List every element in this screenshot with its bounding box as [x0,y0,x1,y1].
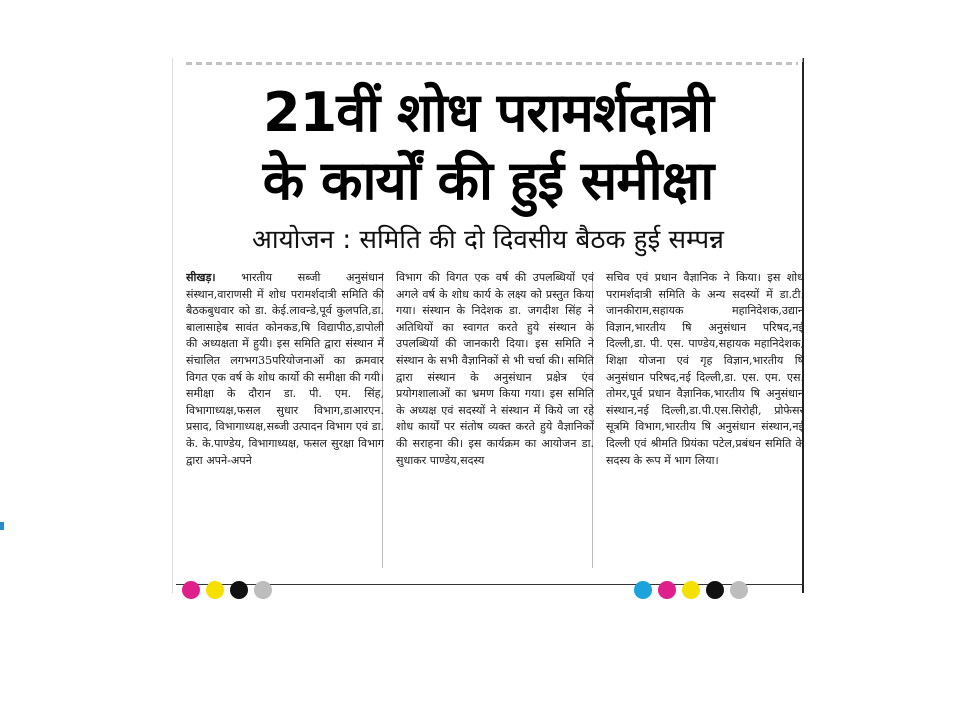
top-tick-mark [802,58,803,62]
article-body [182,270,802,570]
magenta-dot [182,581,200,599]
headline-line-2: के कार्यों की हुई समीक्षा [262,149,714,212]
color-registration-marks-left [182,590,278,600]
color-registration-marks-right [634,590,754,600]
article-column-3-text: सचिव एवं प्रधान वैज्ञानिक ने किया। इस शोध परामर्शदात्री समिति के अन्य सदस्यों में डा.टी. जानकीराम,सहायक महानिदेशक,उद्यान विज्ञान,भारतीय षि अनुसंधान परिषद,नई दिल्ली,डा. पी. एस. पाण्डेय,सहायक महानिदेशक, शिक्षा योजना एवं गृह विज्ञान,भारतीय षि अनुसंधान परिषद,नई दिल्ली,डा. एस. एम. एस. तोमर,पूर्व प्रधान वैज्ञानिक,भारतीय षि अनुसंधान संस्थान,नई दिल्ली,डा.पी.एस.सिरोही, प्रोफेसर सूत्रमि विभाग,भारतीय षि अनुसंधान संस्थान,नई दिल्ली एवं श्रीमति प्रियंका पटेल,प्रबंधन समिति के सदस्य के रूप में भाग लिया। [606,271,804,467]
article-column-3 [606,270,804,570]
yellow-dot [682,581,700,599]
article-column-1 [186,270,384,570]
black-dot [706,581,724,599]
article-column-2 [396,270,594,570]
magenta-dot [658,581,676,599]
subheadline: आयोजन : समिति की दो दिवसीय बैठक हुई सम्पन्न [252,225,724,255]
top-header-strip [186,62,798,65]
black-dot [230,581,248,599]
article-column-1-text: भारतीय सब्जी अनुसंधान संस्थान,वाराणसी में शोध परामर्शदात्री समिति की बैठकबुधवार को डा. केई.लावन्डे,पूर्व कुलपति,डा. बालासाहेब सावंत कोनकड,षि विद्यापीठ,डापोली की अध्यक्षता में हुयी। इस समिति द्वारा संस्थान में संचालित लगभग35परियोजनाओं का क्रमवार विगत एक वर्ष के शोध कार्यो की समीक्षा की गयी। समीक्षा के दौरान डा. पी. एम. सिंह, विभागाध्यक्ष,फसल सुधार विभाग,डाआरएन. प्रसाद, विभागाध्यक्ष,सब्जी उत्पादन विभाग एवं डा. के. के.पाण्डेय, विभागाध्यक्ष, फसल सुरक्षा विभाग द्वारा अपने-अपने [186,271,384,467]
dateline: सीखड़। [186,271,216,284]
headline-line-1: 21वीं शोध परामर्शदात्री [263,81,713,144]
gray-dot [254,581,272,599]
newspaper-clipping [172,58,804,593]
yellow-dot [206,581,224,599]
gray-dot [730,581,748,599]
article-column-2-text: विभाग की विगत एक वर्ष की उपलब्धियों एवं अगले वर्ष के शोध कार्य के लक्ष्य को प्रस्तुत किया गया। संस्थान के निदेशक डा. जगदीश सिंह ने अतिथियों का स्वागत करते हुये संस्थान के उपलब्धियों की जानकारी दिया। इस समिति ने संस्थान के सभी वैज्ञानिकों से भी चर्चा की। समिति द्वारा संस्थान के अनुसंधान प्रक्षेत्र एंव प्रयोगशालाओं का भ्रमण किया गया। इस समिति के अध्यक्ष एवं सदस्यों ने संस्थान में किये जा रहे शोध कार्यों पर संतोष व्यक्त करते हुये वैज्ञानिकों की सराहना की। इस कार्यक्रम का आयोजन डा. सुधाकर पाण्डेय,सदस्य [396,271,594,467]
cyan-dot [634,581,652,599]
registration-mark-left [0,522,4,530]
